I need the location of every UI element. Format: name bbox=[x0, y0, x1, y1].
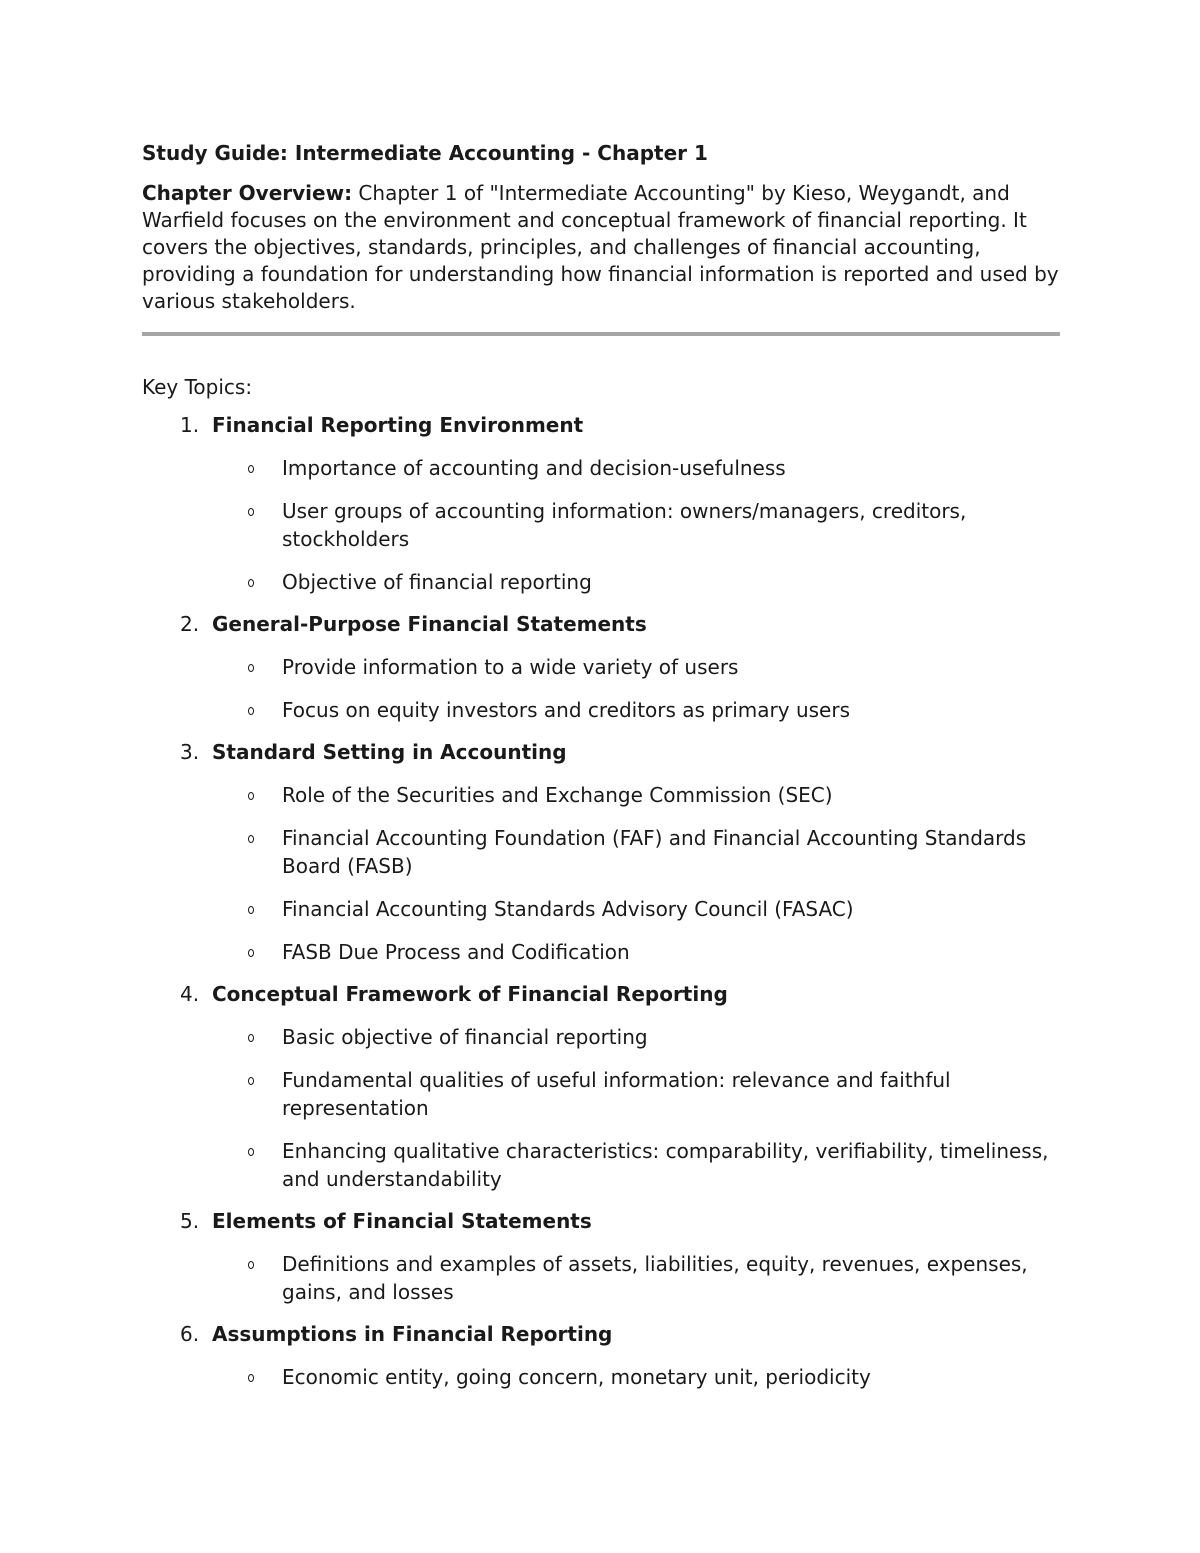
topic-item bbox=[142, 1193, 1060, 1306]
subtopic-list bbox=[142, 1023, 1060, 1193]
circle-bullet-icon bbox=[248, 1374, 254, 1382]
topic-title: Conceptual Framework of Financial Reporting bbox=[212, 982, 728, 1006]
subtopic-text: Financial Accounting Foundation (FAF) and Financial Accounting Standards Board (FASB) bbox=[282, 826, 1027, 878]
subtopic-text: Objective of financial reporting bbox=[282, 570, 592, 594]
subtopic-item bbox=[142, 653, 1060, 681]
subtopic-item bbox=[142, 824, 1060, 880]
bullet-cell bbox=[142, 1066, 282, 1122]
subtopic-item bbox=[142, 696, 1060, 724]
document-page bbox=[142, 138, 1060, 1391]
topic-title: General-Purpose Financial Statements bbox=[212, 612, 647, 636]
topic-item bbox=[142, 1306, 1060, 1391]
subtopic-text: FASB Due Process and Codification bbox=[282, 940, 630, 964]
topic-title: Assumptions in Financial Reporting bbox=[212, 1322, 613, 1346]
subtopic-item bbox=[142, 895, 1060, 923]
circle-bullet-icon bbox=[248, 1148, 254, 1156]
subtopic-text: Importance of accounting and decision-usefulness bbox=[282, 456, 786, 480]
topic-number-cell bbox=[142, 1207, 212, 1235]
circle-bullet-icon bbox=[248, 1077, 254, 1085]
topic-title: Standard Setting in Accounting bbox=[212, 740, 567, 764]
subtopic-list bbox=[142, 1250, 1060, 1306]
topic-item bbox=[142, 724, 1060, 966]
bullet-cell bbox=[142, 454, 282, 482]
topic-heading bbox=[142, 411, 1060, 439]
topic-heading bbox=[142, 738, 1060, 766]
subtopic-item bbox=[142, 497, 1060, 553]
bullet-cell bbox=[142, 895, 282, 923]
topic-item bbox=[142, 966, 1060, 1193]
bullet-cell bbox=[142, 1363, 282, 1391]
bullet-cell bbox=[142, 781, 282, 809]
subtopic-text: Basic objective of financial reporting bbox=[282, 1025, 648, 1049]
circle-bullet-icon bbox=[248, 835, 254, 843]
circle-bullet-icon bbox=[248, 465, 254, 473]
subtopic-list bbox=[142, 1363, 1060, 1391]
subtopic-item bbox=[142, 781, 1060, 809]
horizontal-divider bbox=[142, 332, 1060, 336]
topic-item bbox=[142, 596, 1060, 724]
subtopic-item bbox=[142, 1066, 1060, 1122]
key-topics-heading: Key Topics: bbox=[142, 375, 253, 399]
subtopic-item bbox=[142, 1023, 1060, 1051]
subtopic-text: Provide information to a wide variety of users bbox=[282, 655, 739, 679]
subtopic-list bbox=[142, 454, 1060, 596]
circle-bullet-icon bbox=[248, 707, 254, 715]
bullet-cell bbox=[142, 1023, 282, 1051]
subtopic-item bbox=[142, 1250, 1060, 1306]
topic-title: Financial Reporting Environment bbox=[212, 413, 584, 437]
topic-heading bbox=[142, 980, 1060, 1008]
bullet-cell bbox=[142, 653, 282, 681]
topic-number: 4. bbox=[180, 982, 200, 1006]
bullet-cell bbox=[142, 1137, 282, 1193]
topic-number: 6. bbox=[180, 1322, 200, 1346]
topics-list bbox=[142, 411, 1060, 1391]
topic-number-cell bbox=[142, 411, 212, 439]
topic-number: 3. bbox=[180, 740, 200, 764]
topic-heading bbox=[142, 1320, 1060, 1348]
circle-bullet-icon bbox=[248, 1261, 254, 1269]
subtopic-text: Focus on equity investors and creditors as primary users bbox=[282, 698, 850, 722]
topic-number: 1. bbox=[180, 413, 200, 437]
subtopic-item bbox=[142, 938, 1060, 966]
topic-number-cell bbox=[142, 610, 212, 638]
circle-bullet-icon bbox=[248, 906, 254, 914]
document-title: Study Guide: Intermediate Accounting - Chapter 1 bbox=[142, 141, 708, 165]
circle-bullet-icon bbox=[248, 579, 254, 587]
circle-bullet-icon bbox=[248, 949, 254, 957]
subtopic-item bbox=[142, 1137, 1060, 1193]
topic-number-cell bbox=[142, 1320, 212, 1348]
bullet-cell bbox=[142, 568, 282, 596]
circle-bullet-icon bbox=[248, 508, 254, 516]
chapter-overview bbox=[142, 180, 1060, 315]
topic-heading bbox=[142, 1207, 1060, 1235]
subtopic-text: Role of the Securities and Exchange Commission (SEC) bbox=[282, 783, 833, 807]
subtopic-item bbox=[142, 1363, 1060, 1391]
topic-number-cell bbox=[142, 980, 212, 1008]
subtopic-item bbox=[142, 454, 1060, 482]
bullet-cell bbox=[142, 696, 282, 724]
subtopic-text: Fundamental qualities of useful information: relevance and faithful representation bbox=[282, 1068, 951, 1120]
topic-number-cell bbox=[142, 738, 212, 766]
subtopic-item bbox=[142, 568, 1060, 596]
subtopic-list bbox=[142, 781, 1060, 966]
circle-bullet-icon bbox=[248, 664, 254, 672]
bullet-cell bbox=[142, 497, 282, 553]
overview-text: Chapter 1 of "Intermediate Accounting" by Kieso, Weygandt, and Warfield focuses on the environment and conceptual framework of financial reporting. It covers the objectives, standards, principles, and challenges of financial accounting, providing a foundation for understanding how financial information is reported and used by various stakeholders. bbox=[142, 181, 1059, 313]
subtopic-text: User groups of accounting information: owners/managers, creditors, stockholders bbox=[282, 499, 967, 551]
overview-label: Chapter Overview: bbox=[142, 181, 353, 205]
bullet-cell bbox=[142, 824, 282, 880]
topic-number: 5. bbox=[180, 1209, 200, 1233]
bullet-cell bbox=[142, 1250, 282, 1306]
topic-heading bbox=[142, 610, 1060, 638]
circle-bullet-icon bbox=[248, 792, 254, 800]
topic-title: Elements of Financial Statements bbox=[212, 1209, 592, 1233]
topic-number: 2. bbox=[180, 612, 200, 636]
bullet-cell bbox=[142, 938, 282, 966]
topic-item bbox=[142, 411, 1060, 596]
subtopic-text: Economic entity, going concern, monetary unit, periodicity bbox=[282, 1365, 871, 1389]
subtopic-list bbox=[142, 653, 1060, 724]
subtopic-text: Enhancing qualitative characteristics: comparability, verifiability, timeliness, and understandability bbox=[282, 1139, 1049, 1191]
circle-bullet-icon bbox=[248, 1034, 254, 1042]
subtopic-text: Financial Accounting Standards Advisory Council (FASAC) bbox=[282, 897, 854, 921]
subtopic-text: Definitions and examples of assets, liabilities, equity, revenues, expenses, gains, and losses bbox=[282, 1252, 1028, 1304]
